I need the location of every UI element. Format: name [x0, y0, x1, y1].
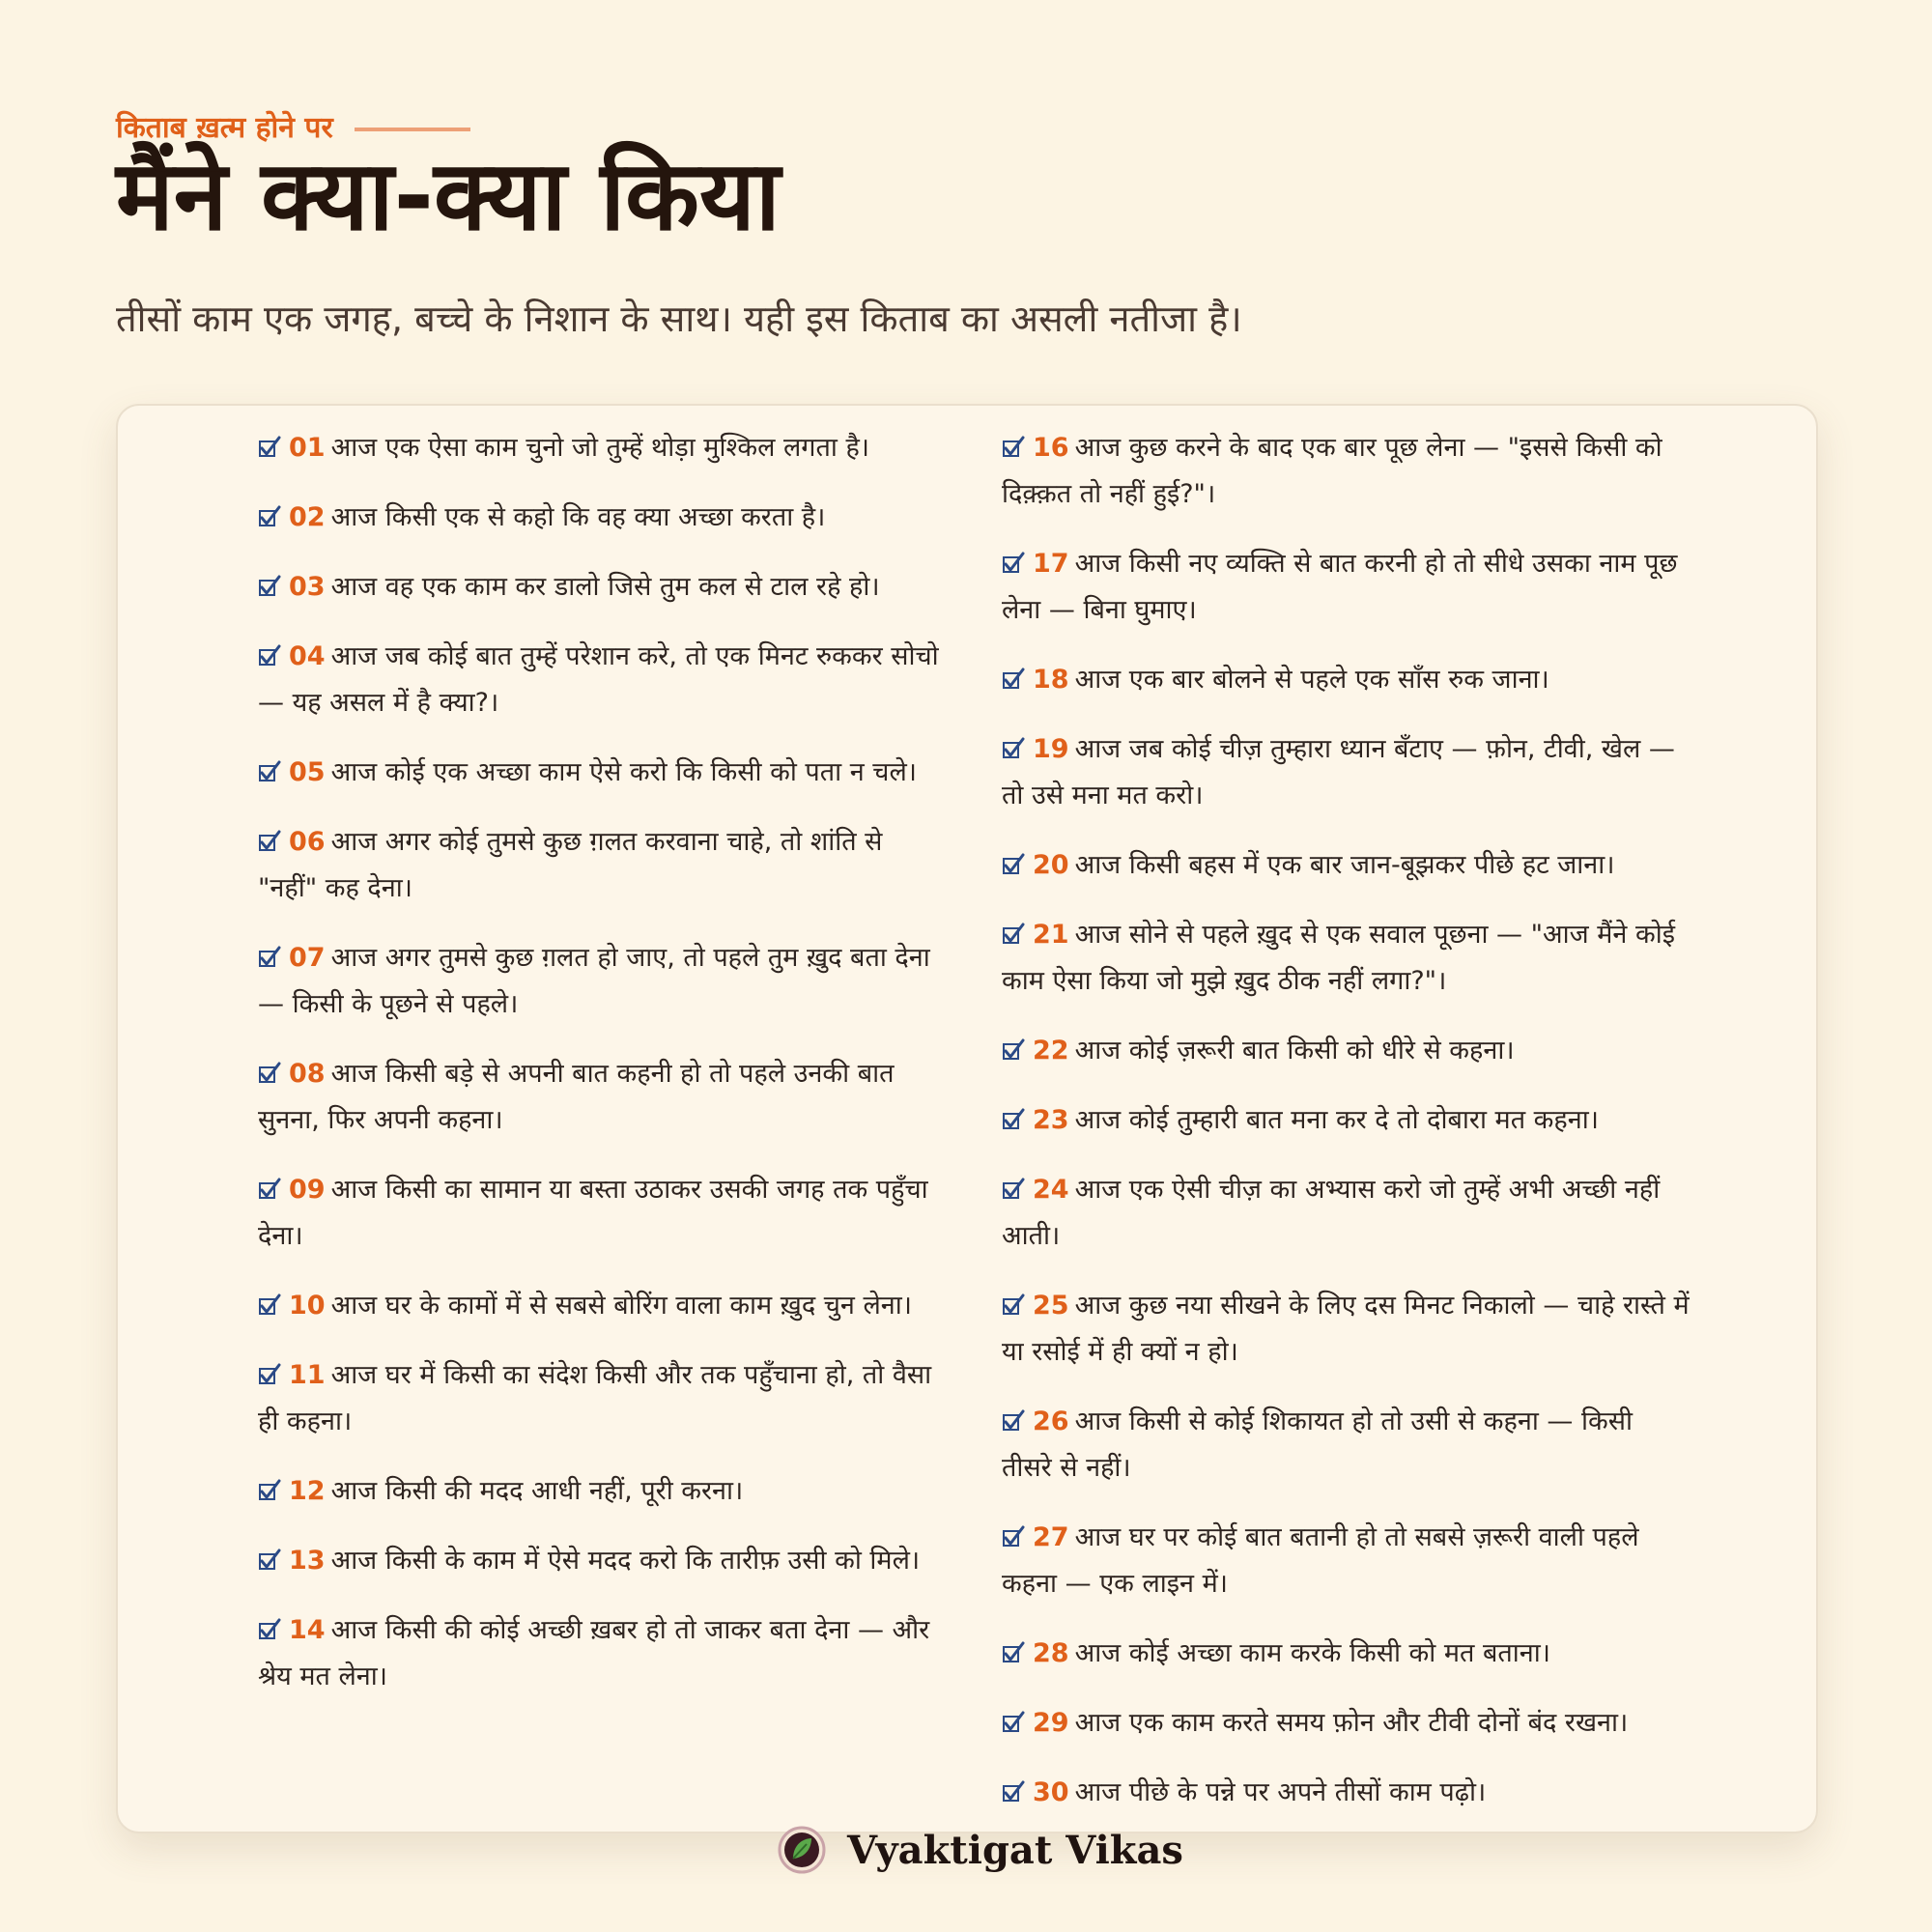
task-item	[1002, 1515, 1690, 1607]
task-item	[258, 425, 946, 471]
task-text: आज किसी की कोई अच्छी ख़बर हो तो जाकर बता देना — और श्रेय मत लेना।	[258, 1615, 930, 1691]
task-number: 29	[1033, 1708, 1069, 1738]
task-number: 05	[289, 757, 326, 787]
brand-name: Vyaktigat Vikas	[847, 1827, 1183, 1873]
task-text: आज घर के कामों में से सबसे बोरिंग वाला काम ख़ुद चुन लेना।	[330, 1291, 913, 1321]
checkbox-tick-icon	[258, 1178, 281, 1201]
task-number: 20	[1033, 850, 1069, 880]
checkbox-tick-icon	[1002, 1525, 1025, 1548]
task-text: आज अगर कोई तुमसे कुछ ग़लत करवाना चाहे, तो शांति से "नहीं" कह देना।	[258, 827, 883, 903]
task-number: 02	[289, 502, 326, 532]
task-item	[258, 1538, 946, 1584]
checkbox-tick-icon	[258, 760, 281, 783]
checkbox-tick-icon	[1002, 552, 1025, 575]
page-title: मैंने क्या-क्या किया	[116, 139, 781, 252]
task-text: आज पीछे के पन्ने पर अपने तीसों काम पढ़ो।	[1074, 1777, 1487, 1807]
task-item	[258, 1283, 946, 1329]
header-eyebrow: किताब ख़त्म होने पर	[116, 111, 333, 145]
task-item	[258, 819, 946, 912]
task-number: 22	[1033, 1036, 1069, 1065]
checkbox-tick-icon	[1002, 923, 1025, 946]
task-item	[1002, 1399, 1690, 1492]
task-number: 16	[1033, 433, 1069, 463]
task-text: आज किसी का सामान या बस्ता उठाकर उसकी जगह तक पहुँचा देना।	[258, 1175, 928, 1251]
task-item	[1002, 726, 1690, 819]
eyebrow-divider	[355, 128, 470, 131]
task-item	[258, 634, 946, 726]
checkbox-tick-icon	[258, 1363, 281, 1386]
task-item	[1002, 842, 1690, 889]
task-number: 13	[289, 1546, 326, 1576]
task-text: आज एक ऐसा काम चुनो जो तुम्हें थोड़ा मुश्किल लगता है।	[330, 433, 870, 463]
task-item	[258, 1607, 946, 1700]
task-text: आज वह एक काम कर डालो जिसे तुम कल से टाल रहे हो।	[330, 572, 880, 602]
task-item	[1002, 1631, 1690, 1677]
task-item	[258, 1352, 946, 1445]
task-text: आज किसी नए व्यक्ति से बात करनी हो तो सीधे उसका नाम पूछ लेना — बिना घुमाए।	[1002, 549, 1678, 625]
task-text: आज किसी बहस में एक बार जान-बूझकर पीछे हट जाना।	[1074, 850, 1615, 880]
page-subtitle: तीसों काम एक जगह, बच्चे के निशान के साथ। यही इस किताब का असली नतीजा है।	[116, 298, 1242, 340]
task-text: आज किसी से कोई शिकायत हो तो उसी से कहना — किसी तीसरे से नहीं।	[1002, 1406, 1633, 1483]
checkbox-tick-icon	[1002, 1293, 1025, 1317]
task-column-left	[258, 425, 946, 1723]
task-text: आज घर पर कोई बात बतानी हो तो सबसे ज़रूरी वाली पहले कहना — एक लाइन में।	[1002, 1522, 1639, 1599]
task-text: आज जब कोई चीज़ तुम्हारा ध्यान बँटाए — फ़ोन, टीवी, खेल — तो उसे मना मत करो।	[1002, 734, 1675, 810]
task-text: आज सोने से पहले ख़ुद से एक सवाल पूछना — "आज मैंने कोई काम ऐसा किया जो मुझे ख़ुद ठीक नहीं लगा?"।	[1002, 920, 1675, 996]
task-text: आज किसी की मदद आधी नहीं, पूरी करना।	[330, 1476, 744, 1506]
task-number: 12	[289, 1476, 326, 1506]
task-item	[258, 1468, 946, 1515]
checkbox-tick-icon	[258, 1479, 281, 1502]
task-text: आज जब कोई बात तुम्हें परेशान करे, तो एक मिनट रुककर सोचो — यह असल में है क्या?।	[258, 641, 939, 718]
task-number: 04	[289, 641, 326, 671]
task-item	[1002, 425, 1690, 518]
task-number: 23	[1033, 1105, 1069, 1135]
task-number: 21	[1033, 920, 1069, 950]
checkbox-tick-icon	[258, 946, 281, 969]
task-number: 01	[289, 433, 326, 463]
task-number: 26	[1033, 1406, 1069, 1436]
checkbox-tick-icon	[1002, 1780, 1025, 1804]
task-number: 06	[289, 827, 326, 857]
checkbox-tick-icon	[1002, 1038, 1025, 1062]
task-text: आज कुछ करने के बाद एक बार पूछ लेना — "इससे किसी को दिक़्क़त तो नहीं हुई?"।	[1002, 433, 1662, 509]
task-text: आज कोई अच्छा काम करके किसी को मत बताना।	[1074, 1638, 1550, 1668]
checkbox-tick-icon	[258, 436, 281, 459]
checkbox-tick-icon	[258, 505, 281, 528]
task-text: आज कुछ नया सीखने के लिए दस मिनट निकालो — चाहे रास्ते में या रसोई में ही क्यों न हो।	[1002, 1291, 1690, 1367]
task-text: आज किसी बड़े से अपनी बात कहनी हो तो पहले उनकी बात सुनना, फिर अपनी कहना।	[258, 1059, 895, 1135]
task-text: आज कोई एक अच्छा काम ऐसे करो कि किसी को पता न चले।	[330, 757, 917, 787]
task-item	[1002, 1770, 1690, 1816]
task-number: 07	[289, 943, 326, 973]
checkbox-tick-icon	[1002, 1108, 1025, 1131]
brand-footer	[778, 1826, 1183, 1874]
task-number: 14	[289, 1615, 326, 1645]
task-item	[258, 935, 946, 1028]
task-text: आज कोई ज़रूरी बात किसी को धीरे से कहना।	[1074, 1036, 1515, 1065]
task-item	[1002, 1283, 1690, 1376]
task-number: 09	[289, 1175, 326, 1205]
task-number: 27	[1033, 1522, 1069, 1552]
task-number: 08	[289, 1059, 326, 1089]
task-text: आज एक ऐसी चीज़ का अभ्यास करो जो तुम्हें अभी अच्छी नहीं आती।	[1002, 1175, 1661, 1251]
task-column-right	[1002, 425, 1690, 1833]
task-text: आज किसी के काम में ऐसे मदद करो कि तारीफ़ उसी को मिले।	[330, 1546, 921, 1576]
task-item	[258, 750, 946, 796]
task-number: 19	[1033, 734, 1069, 764]
task-number: 10	[289, 1291, 326, 1321]
checkbox-tick-icon	[258, 644, 281, 668]
task-item	[1002, 1167, 1690, 1260]
task-item	[258, 495, 946, 541]
checkbox-tick-icon	[1002, 436, 1025, 459]
checkbox-tick-icon	[258, 1548, 281, 1572]
checkbox-tick-icon	[258, 1062, 281, 1085]
checkbox-tick-icon	[1002, 1641, 1025, 1664]
checkbox-tick-icon	[1002, 853, 1025, 876]
checkbox-tick-icon	[1002, 1409, 1025, 1433]
checkbox-tick-icon	[258, 1293, 281, 1317]
task-number: 18	[1033, 665, 1069, 695]
task-number: 17	[1033, 549, 1069, 579]
leaf-in-circle-icon	[778, 1826, 826, 1874]
task-text: आज कोई तुम्हारी बात मना कर दे तो दोबारा मत कहना।	[1074, 1105, 1599, 1135]
task-text: आज किसी एक से कहो कि वह क्या अच्छा करता है।	[330, 502, 826, 532]
task-item	[1002, 657, 1690, 703]
task-item	[1002, 1700, 1690, 1747]
task-item	[1002, 1028, 1690, 1074]
checkbox-tick-icon	[258, 1618, 281, 1641]
task-item	[258, 1167, 946, 1260]
task-item	[1002, 1097, 1690, 1144]
checkbox-tick-icon	[1002, 668, 1025, 691]
task-number: 11	[289, 1360, 326, 1390]
task-text: आज एक बार बोलने से पहले एक साँस रुक जाना।	[1074, 665, 1549, 695]
checkbox-tick-icon	[1002, 1178, 1025, 1201]
checkbox-tick-icon	[1002, 1711, 1025, 1734]
task-item	[258, 564, 946, 611]
task-number: 03	[289, 572, 326, 602]
task-number: 28	[1033, 1638, 1069, 1668]
task-text: आज घर में किसी का संदेश किसी और तक पहुँचाना हो, तो वैसा ही कहना।	[258, 1360, 932, 1436]
checkbox-tick-icon	[258, 575, 281, 598]
task-number: 24	[1033, 1175, 1069, 1205]
task-number: 25	[1033, 1291, 1069, 1321]
task-item	[1002, 541, 1690, 634]
task-text: आज अगर तुमसे कुछ ग़लत हो जाए, तो पहले तुम ख़ुद बता देना — किसी के पूछने से पहले।	[258, 943, 930, 1019]
task-list-card	[116, 404, 1818, 1833]
task-item	[258, 1051, 946, 1144]
checkbox-tick-icon	[1002, 737, 1025, 760]
task-item	[1002, 912, 1690, 1005]
checkbox-tick-icon	[258, 830, 281, 853]
task-number: 30	[1033, 1777, 1069, 1807]
task-text: आज एक काम करते समय फ़ोन और टीवी दोनों बंद रखना।	[1074, 1708, 1629, 1738]
